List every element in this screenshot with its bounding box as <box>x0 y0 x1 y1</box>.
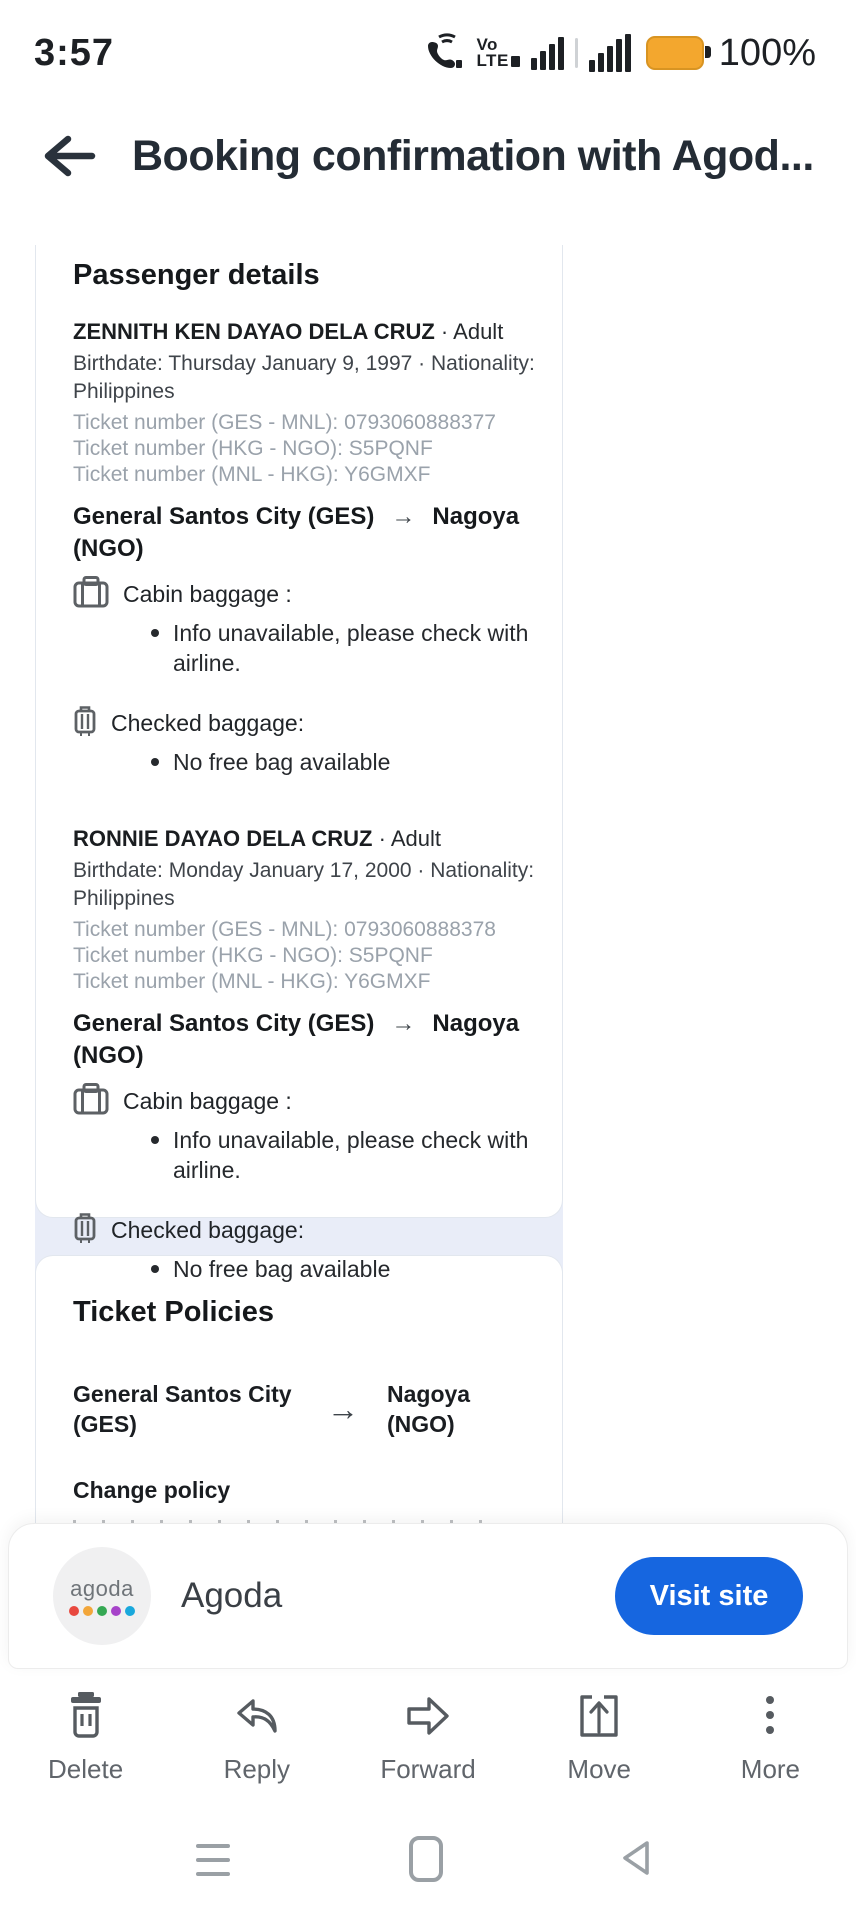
passenger-block <box>73 823 536 1284</box>
cabin-baggage-item: Info unavailable, please check with airline. <box>149 1125 536 1185</box>
dot-separator: · <box>434 319 454 344</box>
route-from: General Santos City (GES) <box>73 503 375 530</box>
ticket-number: Ticket number (HKG - NGO): S5PQNF <box>73 437 433 460</box>
birthdate-line: Birthdate: Monday January 17, 2000 · Nationality: <box>73 859 535 882</box>
nationality-line: Philippines <box>73 380 175 403</box>
wifi-calling-icon <box>425 32 465 75</box>
nav-back-icon[interactable] <box>618 1838 654 1883</box>
back-button[interactable] <box>40 128 98 184</box>
route-to: Nagoya (NGO) <box>73 503 520 562</box>
forward-icon <box>400 1688 456 1744</box>
signal-divider <box>575 38 578 68</box>
toolbar-label: Delete <box>48 1754 124 1784</box>
page-title: Booking confirmation with Agod... <box>132 131 814 180</box>
home-icon[interactable] <box>409 1836 443 1882</box>
route-heading <box>73 501 536 565</box>
policy-route-row <box>73 1379 536 1439</box>
agoda-logo-dots <box>69 1606 135 1616</box>
sender-banner <box>8 1523 848 1669</box>
signal-strength-icon-sim2 <box>589 34 631 72</box>
email-action-toolbar <box>0 1682 856 1808</box>
nationality-line: Philippines <box>73 887 175 910</box>
email-header <box>0 116 856 196</box>
passenger-type: Adult <box>390 826 441 851</box>
cabin-baggage-row <box>73 576 536 613</box>
ticket-number: Ticket number (GES - MNL): 0793060888378 <box>73 918 496 941</box>
move-folder-icon <box>571 1688 627 1744</box>
policy-route-to: Nagoya (NGO) <box>387 1381 471 1437</box>
briefcase-icon <box>73 1083 109 1120</box>
luggage-icon <box>73 705 97 742</box>
agoda-logo-wordmark: agoda <box>70 1576 134 1601</box>
forward-button[interactable] <box>342 1682 513 1808</box>
move-button[interactable] <box>514 1682 685 1808</box>
volte-icon: Vo LTE <box>476 37 519 69</box>
checked-baggage-label: Checked baggage: <box>111 1217 305 1243</box>
right-arrow-icon: → <box>391 503 416 530</box>
delete-button[interactable] <box>0 1682 171 1808</box>
checked-baggage-item: No free bag available <box>149 1254 536 1284</box>
passenger-type: Adult <box>453 319 504 344</box>
cabin-baggage-label: Cabin baggage : <box>123 1088 292 1114</box>
cabin-baggage-row <box>73 1083 536 1120</box>
route-from: General Santos City (GES) <box>73 1010 375 1037</box>
toolbar-label: More <box>740 1754 801 1784</box>
checked-baggage-row <box>73 705 536 742</box>
ticket-policies-card <box>35 1255 563 1555</box>
trash-icon <box>60 1688 112 1744</box>
luggage-icon <box>73 1212 97 1249</box>
more-button[interactable] <box>685 1682 856 1808</box>
more-vertical-icon <box>744 1688 796 1744</box>
signal-strength-icon-sim1 <box>531 37 564 70</box>
route-heading <box>73 1008 536 1072</box>
checked-baggage-label: Checked baggage: <box>111 710 305 736</box>
battery-icon <box>646 36 704 70</box>
ticket-number: Ticket number (GES - MNL): 0793060888377 <box>73 411 496 434</box>
agoda-logo-avatar <box>53 1547 151 1645</box>
status-bar <box>0 0 856 92</box>
back-arrow-icon <box>42 133 96 179</box>
toolbar-label: Forward <box>380 1754 476 1784</box>
reply-button[interactable] <box>171 1682 342 1808</box>
battery-percent: 100% <box>718 31 816 74</box>
passenger-name: RONNIE DAYAO DELA CRUZ <box>73 826 373 851</box>
system-navigation-bar <box>0 1828 856 1898</box>
ticket-policies-heading: Ticket Policies <box>73 1296 274 1328</box>
passenger-name-line <box>73 823 536 854</box>
visit-site-button[interactable]: Visit site <box>615 1557 803 1635</box>
passenger-details-heading: Passenger details <box>73 259 320 291</box>
recents-menu-icon[interactable] <box>196 1844 230 1876</box>
checked-baggage-row <box>73 1212 536 1249</box>
toolbar-label: Move <box>567 1754 631 1784</box>
cabin-baggage-item: Info unavailable, please check with airline. <box>149 618 536 678</box>
policy-route-from: General Santos City (GES) <box>73 1381 292 1437</box>
route-to: Nagoya (NGO) <box>73 1010 520 1069</box>
right-arrow-icon: → <box>391 1010 416 1037</box>
passenger-block <box>73 316 536 777</box>
briefcase-icon <box>73 576 109 613</box>
cabin-baggage-label: Cabin baggage : <box>123 581 292 607</box>
reply-icon <box>229 1688 285 1744</box>
ticket-number: Ticket number (MNL - HKG): Y6GMXF <box>73 970 431 993</box>
passenger-details-card <box>35 245 563 1282</box>
clock: 3:57 <box>34 31 115 74</box>
passenger-name: ZENNITH KEN DAYAO DELA CRUZ <box>73 319 435 344</box>
right-arrow-icon: → <box>327 1390 359 1427</box>
passenger-name-line <box>73 316 536 347</box>
birthdate-line: Birthdate: Thursday January 9, 1997 · Nationality: <box>73 352 535 375</box>
sender-name: Agoda <box>181 1576 283 1615</box>
toolbar-label: Reply <box>223 1754 291 1784</box>
email-body-scroll-area[interactable] <box>35 245 563 1523</box>
ticket-number: Ticket number (HKG - NGO): S5PQNF <box>73 944 433 967</box>
change-policy-label: Change policy <box>73 1477 231 1503</box>
ticket-number: Ticket number (MNL - HKG): Y6GMXF <box>73 463 431 486</box>
dot-separator: · <box>372 826 391 851</box>
checked-baggage-item: No free bag available <box>149 747 536 777</box>
